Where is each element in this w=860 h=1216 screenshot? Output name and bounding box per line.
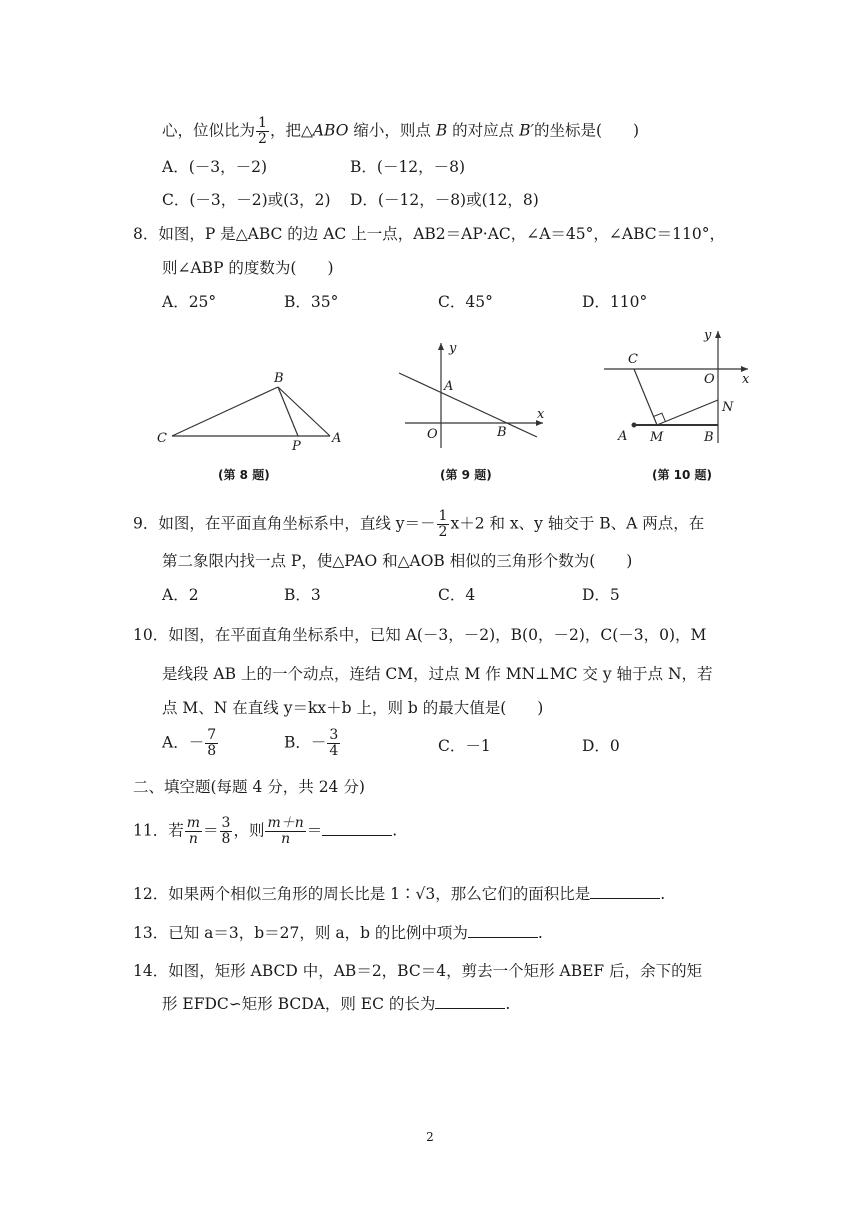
figure-10-diagram <box>600 325 760 450</box>
label-x: x <box>742 372 750 387</box>
fraction: $\frac{3}{8}$ <box>221 815 231 847</box>
segment-bp <box>278 387 298 436</box>
figure-10-caption: (第 10 题) <box>652 468 713 482</box>
q7-stem-line: 心，位似比为 $\frac{1}{2}$ ，把△ABO 缩小，则点 B 的对应点 B′的坐标是( ) <box>162 115 640 147</box>
q7-option-d[interactable]: D．(－12，－8)或(12，8) <box>350 191 539 209</box>
q9-option-d[interactable]: D．5 <box>582 586 620 604</box>
y-axis-arrow <box>715 331 721 338</box>
fraction: $\frac{m}{n}$ <box>186 815 201 847</box>
q9-stem-line1: 9．如图，在平面直角坐标系中，直线 y＝－ $\frac{1}{2}$ x＋2 和 x、y 轴交于 B、A 两点，在 <box>133 508 705 540</box>
label-b: B <box>704 430 714 445</box>
q9-option-b[interactable]: B．3 <box>284 586 321 604</box>
label-o: O <box>704 372 715 387</box>
fraction: $\frac{1}{2}$ <box>258 115 267 147</box>
q8-stem-line2: 则∠ABP 的度数为( ) <box>162 259 334 277</box>
label-a: A <box>618 429 628 444</box>
label-b: B <box>497 425 507 440</box>
line-ab <box>399 373 537 437</box>
fraction: $\frac{m+n}{n}$ <box>267 815 304 847</box>
q10-option-d[interactable]: D．0 <box>582 737 620 755</box>
label-p: P <box>292 439 301 454</box>
q10-stem-line3: 点 M、N 在直线 y＝kx＋b 上，则 b 的最大值是( ) <box>162 699 544 717</box>
q10-stem-line1: 10．如图，在平面直角坐标系中，已知 A(－3，－2)，B(0，－2)，C(－3，0)，M <box>133 626 707 644</box>
label-c: C <box>157 431 167 446</box>
fraction: $\frac{3}{4}$ <box>329 727 339 759</box>
page-number: 2 <box>426 1130 434 1144</box>
q10-stem-line2: 是线段 AB 上的一个动点，连结 CM，过点 M 作 MN⊥MC 交 y 轴于点 N，若 <box>162 665 713 683</box>
figure-9-diagram <box>395 338 555 453</box>
q8-option-b[interactable]: B．35° <box>284 293 339 311</box>
label-c: C <box>628 352 638 367</box>
q8-stem-line1: 8．如图，P 是△ABC 的边 AC 上一点，AB2＝AP·AC，∠A＝45°，∠ABC＝110°， <box>133 225 725 243</box>
label-y: y <box>704 328 712 343</box>
y-axis-arrow <box>438 343 444 350</box>
q13-stem: 13．已知 a＝3，b＝27，则 a，b 的比例中项为 . <box>133 924 543 942</box>
q8-option-c[interactable]: C．45° <box>438 293 493 311</box>
segment-mn <box>657 400 718 425</box>
figure-8-diagram <box>150 360 350 460</box>
q7-option-a[interactable]: A．(－3，－2) <box>162 158 268 176</box>
section-title: 二、填空题(每题 4 分，共 24 分) <box>133 778 365 796</box>
q10-option-b[interactable]: B．－ $\frac{3}{4}$ <box>284 727 339 759</box>
label-y: y <box>449 341 457 356</box>
label-x: x <box>537 407 545 422</box>
q7-option-b[interactable]: B．(－12，－8) <box>350 158 466 176</box>
q12-stem: 12．如果两个相似三角形的周长比是 1∶√3，那么它们的面积比是 . <box>133 885 666 903</box>
q8-option-d[interactable]: D．110° <box>582 293 648 311</box>
figure-8-caption: (第 8 题) <box>218 468 270 482</box>
q8-option-a[interactable]: A．25° <box>162 293 217 311</box>
segment-ba <box>278 387 330 436</box>
q14-stem-line2: 形 EFDC∽矩形 BCDA，则 EC 的长为 . <box>162 995 511 1013</box>
label-n: N <box>722 400 734 415</box>
q7-option-c[interactable]: C．(－3，－2)或(3，2) <box>162 191 331 209</box>
label-b: B <box>274 371 284 386</box>
label-a: A <box>444 379 454 394</box>
q11-stem: 11．若 $\frac{m}{n}$ ＝ $\frac{3}{8}$ ，则 $\frac{m+n}{n}$ ＝ . <box>133 815 398 847</box>
label-a: A <box>332 431 342 446</box>
label-o: O <box>427 427 438 442</box>
q9-stem-line2: 第二象限内找一点 P，使△PAO 和△AOB 相似的三角形个数为( ) <box>162 552 633 570</box>
fraction: $\frac{7}{8}$ <box>207 727 217 759</box>
answer-blank[interactable] <box>590 884 660 899</box>
label-m: M <box>650 430 664 445</box>
figure-9-caption: (第 9 题) <box>440 468 492 482</box>
q9-option-a[interactable]: A．2 <box>162 586 199 604</box>
q10-option-c[interactable]: C．－1 <box>438 737 491 755</box>
q14-stem-line1: 14．如图，矩形 ABCD 中，AB＝2，BC＝4，剪去一个矩形 ABEF 后，余下的矩 <box>133 962 703 980</box>
fraction: $\frac{1}{2}$ <box>438 508 448 540</box>
q10-option-a[interactable]: A．－ $\frac{7}{8}$ <box>162 727 217 759</box>
q9-option-c[interactable]: C．4 <box>438 586 476 604</box>
point-a <box>632 423 637 428</box>
answer-blank[interactable] <box>322 821 392 836</box>
segment-cb <box>172 387 278 436</box>
answer-blank[interactable] <box>468 923 538 938</box>
answer-blank[interactable] <box>435 994 505 1009</box>
